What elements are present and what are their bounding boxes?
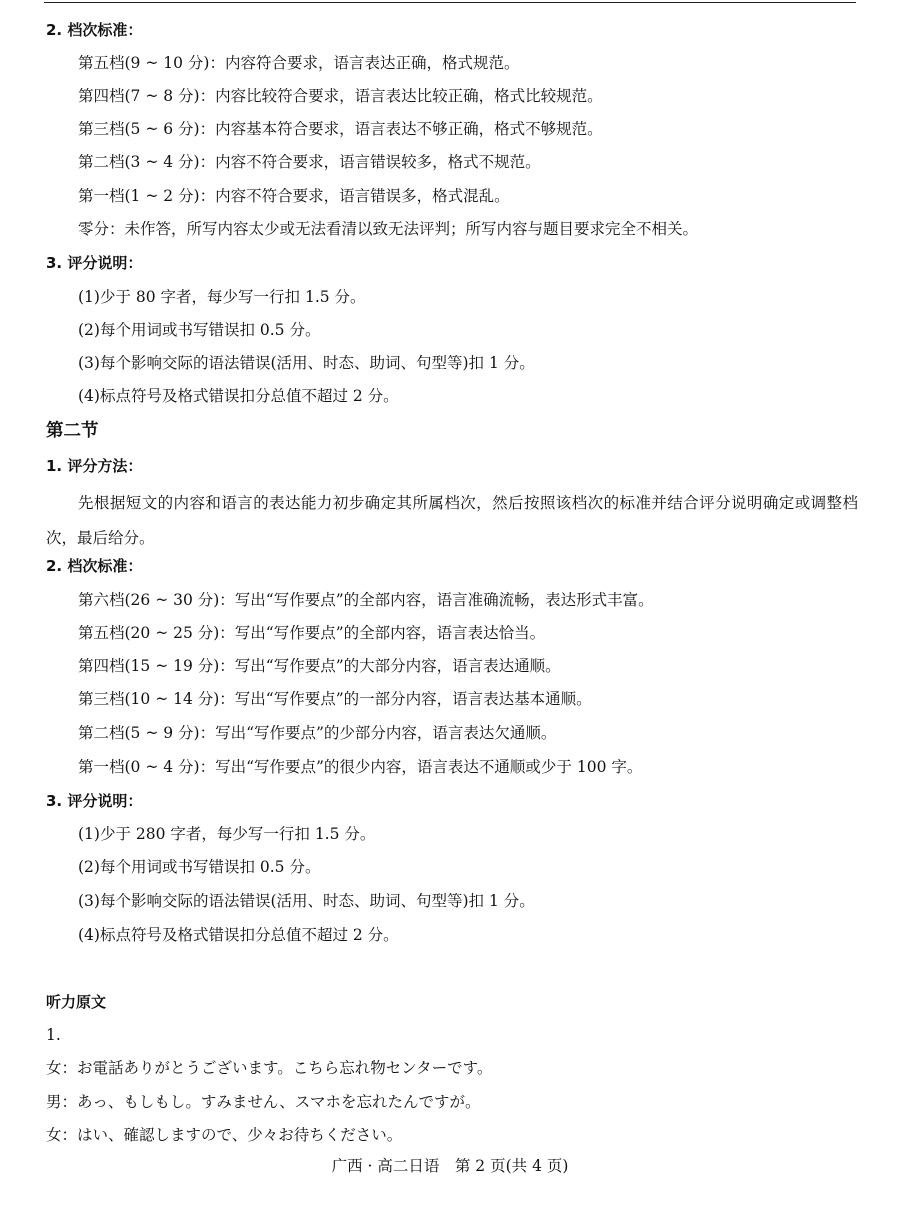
part1-note-1: (1)少于 80 字者，每少写一行扣 1.5 分。 — [78, 288, 366, 306]
part2-grade-2: 第二档(5 ~ 9 分)：写出“写作要点”的少部分内容，语言表达欠通顺。 — [78, 724, 557, 742]
part1-grade-1: 第一档(1 ~ 2 分)：内容不符合要求，语言错误多，格式混乱。 — [78, 187, 510, 205]
part1-grade-standard-heading: 2. 档次标准： — [46, 21, 143, 39]
part2-grade-4: 第四档(15 ~ 19 分)：写出“写作要点”的大部分内容，语言表达通顺。 — [78, 657, 561, 675]
part1-notes-heading: 3. 评分说明： — [46, 254, 143, 272]
dialogue-line-2: 男：あっ、もしもし。すみません、スマホを忘れたんですが。 — [46, 1093, 481, 1111]
part1-note-4: (4)标点符号及格式错误扣分总值不超过 2 分。 — [78, 387, 399, 405]
listening-question-number: 1. — [46, 1026, 61, 1044]
part1-grade-3: 第三档(5 ~ 6 分)：内容基本符合要求，语言表达不够正确，格式不够规范。 — [78, 120, 603, 138]
listening-title: 听力原文 — [46, 993, 107, 1011]
part1-grade-2: 第二档(3 ~ 4 分)：内容不符合要求，语言错误较多，格式不规范。 — [78, 153, 541, 171]
dialogue-line-1: 女：お電話ありがとうございます。こちら忘れ物センターです。 — [46, 1059, 493, 1077]
part2-notes-heading: 3. 评分说明： — [46, 792, 143, 810]
part2-grade-6: 第六档(26 ~ 30 分)：写出“写作要点”的全部内容，语言准确流畅，表达形式丰富。 — [78, 591, 654, 609]
section-title: 第二节 — [46, 421, 99, 441]
dialogue-line-3: 女：はい、確認しますので、少々お待ちください。 — [46, 1126, 403, 1144]
part2-note-3: (3)每个影响交际的语法错误(活用、时态、助词、句型等)扣 1 分。 — [78, 892, 535, 910]
part2-note-2: (2)每个用词或书写错误扣 0.5 分。 — [78, 858, 321, 876]
part2-method-heading: 1. 评分方法： — [46, 457, 143, 475]
part1-grade-4: 第四档(7 ~ 8 分)：内容比较符合要求，语言表达比较正确，格式比较规范。 — [78, 87, 603, 105]
part2-note-4: (4)标点符号及格式错误扣分总值不超过 2 分。 — [78, 926, 399, 944]
part2-method-text: 先根据短文的内容和语言的表达能力初步确定其所属档次，然后按照该档次的标准并结合评分说明确定或调整档次，最后给分。 — [46, 494, 858, 547]
part2-grade-standard-heading: 2. 档次标准： — [46, 557, 143, 575]
part2-grade-1: 第一档(0 ~ 4 分)：写出“写作要点”的很少内容，语言表达不通顺或少于 100 字。 — [78, 758, 643, 776]
part1-grade-5: 第五档(9 ~ 10 分)：内容符合要求，语言表达正确，格式规范。 — [78, 54, 520, 72]
part2-grade-3: 第三档(10 ~ 14 分)：写出“写作要点”的一部分内容，语言表达基本通顺。 — [78, 690, 592, 708]
part1-note-3: (3)每个影响交际的语法错误(活用、时态、助词、句型等)扣 1 分。 — [78, 354, 535, 372]
part1-note-2: (2)每个用词或书写错误扣 0.5 分。 — [78, 321, 321, 339]
part2-grade-5: 第五档(20 ~ 25 分)：写出“写作要点”的全部内容，语言表达恰当。 — [78, 624, 546, 642]
part2-note-1: (1)少于 280 字者，每少写一行扣 1.5 分。 — [78, 825, 376, 843]
part1-zero-score: 零分：未作答，所写内容太少或无法看清以致无法评判；所写内容与题目要求完全不相关。 — [78, 220, 699, 238]
page-footer: 广西 · 高二日语 第 2 页(共 4 页) — [331, 1157, 569, 1175]
top-rule — [44, 2, 856, 3]
